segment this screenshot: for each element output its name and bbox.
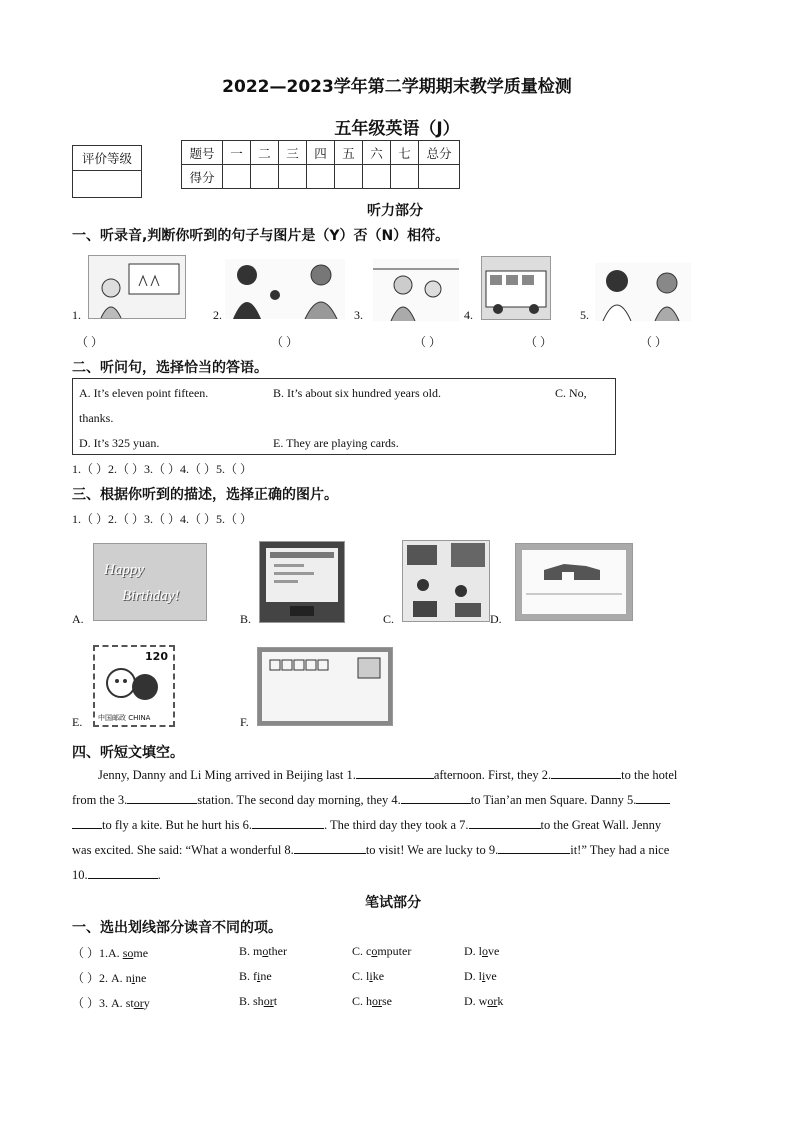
option-c: C. computer	[352, 944, 412, 958]
item-number: 4.	[464, 308, 473, 322]
written-section1-heading: 一、选出划线部分读音不同的项。	[72, 920, 282, 936]
picture-label: F.	[240, 715, 249, 729]
picture-label: D.	[490, 612, 502, 626]
option-b: B. short	[239, 994, 278, 1008]
score-cell[interactable]	[279, 165, 307, 189]
score-cell[interactable]	[391, 165, 419, 189]
stamp-value: 120	[145, 650, 168, 663]
answer-blank[interactable]: （ ）	[414, 335, 442, 349]
street-scene-image	[402, 540, 490, 622]
score-header-cell: 七	[391, 141, 419, 165]
passage-text: to visit! We are lucky to 9.	[365, 843, 499, 857]
grade-label: 评价等级	[73, 146, 142, 171]
birthday-card-image	[93, 543, 207, 621]
option-text: y	[143, 996, 150, 1010]
bus-passengers-image	[372, 258, 460, 322]
option-b: B. It’s about six hundred years old.	[273, 386, 441, 400]
item-number: 5.	[580, 308, 589, 322]
question-row	[72, 969, 146, 986]
score-cell[interactable]	[335, 165, 363, 189]
score-header-cell: 三	[279, 141, 307, 165]
grade-cell[interactable]	[73, 171, 142, 198]
score-header-cell: 一	[223, 141, 251, 165]
option-c-cont: thanks.	[79, 411, 114, 425]
passage-text: it!” They had a nice	[570, 843, 670, 857]
fill-blank[interactable]	[356, 767, 434, 779]
passage-text: . The third day they took a 7.	[323, 818, 469, 832]
option-c: C. like	[352, 969, 385, 983]
option-e: E. They are playing cards.	[273, 436, 399, 450]
picture-label: A.	[72, 612, 84, 626]
section1-heading: 一、听录音,判断你听到的句子与图片是（Y）否（N）相符。	[72, 228, 450, 244]
score-cell[interactable]	[363, 165, 391, 189]
picture-label: C.	[383, 612, 395, 626]
score-header-cell: 题号	[182, 141, 223, 165]
section2-heading: 二、听问句，选择恰当的答语。	[72, 360, 268, 376]
picture-label: E.	[72, 715, 83, 729]
answer-blank[interactable]: （ ）	[72, 971, 100, 985]
card-text: Birthday!	[122, 588, 180, 604]
answer-blank[interactable]: （ ）	[271, 335, 299, 349]
girl-and-monkey-image	[594, 262, 692, 322]
fill-blank[interactable]	[636, 792, 670, 804]
score-row-label: 得分	[182, 165, 223, 189]
fill-blank[interactable]	[252, 817, 324, 829]
fill-blank[interactable]	[127, 792, 197, 804]
stamp-image	[93, 645, 175, 727]
stamp-country: 中国邮政 CHINA	[98, 714, 151, 722]
passage-text: from the 3.	[72, 793, 128, 807]
answer-blank[interactable]: （ ）	[640, 335, 668, 349]
people-talking-image	[224, 258, 346, 320]
answer-blank[interactable]: （ ）	[72, 996, 100, 1010]
option-c: C. horse	[352, 994, 393, 1008]
passage-text: to Tian’an men Square. Danny 5.	[470, 793, 637, 807]
section3-heading: 三、根据你听到的描述，选择正确的图片。	[72, 487, 338, 503]
drawing-image	[515, 543, 633, 621]
option-b: B. mother	[239, 944, 287, 958]
answer-blank[interactable]: （ ）	[76, 335, 104, 349]
fill-blank[interactable]	[551, 767, 621, 779]
option-text: st	[122, 996, 134, 1010]
classroom-image	[88, 255, 186, 319]
section2-answers[interactable]: 1.（ ）2.（ ）3.（ ）4.（ ）5.（ ）	[72, 462, 253, 476]
question-row	[72, 944, 148, 961]
passage-text: was excited. She said: “What a wonderful 8.	[72, 843, 294, 857]
answer-blank[interactable]: （ ）	[525, 335, 553, 349]
fill-blank[interactable]	[88, 867, 158, 879]
item-number: 2.	[213, 308, 222, 322]
item-number: 3.	[354, 308, 363, 322]
underlined-part: i	[131, 971, 136, 985]
passage-text: to fly a kite. But he hurt his 6.	[102, 818, 252, 832]
score-header-cell: 总分	[419, 141, 460, 165]
score-table	[181, 140, 460, 189]
computer-image	[259, 541, 345, 623]
option-text: me	[133, 946, 149, 960]
listening-heading: 听力部分	[367, 203, 423, 219]
question-number: 2. A.	[99, 971, 123, 985]
passage-text: .	[157, 868, 161, 882]
score-header-cell: 四	[307, 141, 335, 165]
score-cell[interactable]	[223, 165, 251, 189]
underlined-part: or	[133, 996, 144, 1010]
item-number: 1.	[72, 308, 81, 322]
question-row	[72, 994, 150, 1011]
option-text: ne	[135, 971, 147, 985]
underlined-part: so	[122, 946, 134, 960]
exam-subtitle: 五年级英语（J）	[334, 119, 460, 139]
passage-text: Jenny, Danny and Li Ming arrived in Beijing last 1.	[98, 768, 356, 782]
section3-answers[interactable]: 1.（ ）2.（ ）3.（ ）4.（ ）5.（ ）	[72, 512, 253, 526]
envelope-image	[257, 647, 393, 726]
grade-box	[72, 145, 142, 198]
option-d: D. work	[464, 994, 504, 1008]
score-header-cell: 五	[335, 141, 363, 165]
score-header-cell: 二	[251, 141, 279, 165]
fill-blank[interactable]	[498, 842, 570, 854]
passage-text: to the hotel	[621, 768, 678, 782]
option-b: B. fine	[239, 969, 272, 983]
option-a: A. It’s eleven point fifteen.	[79, 386, 209, 400]
fill-blank[interactable]	[294, 842, 366, 854]
score-cell[interactable]	[251, 165, 279, 189]
option-d: D. love	[464, 944, 500, 958]
question-number: 3. A.	[99, 996, 123, 1010]
passage-text: station. The second day morning, they 4.	[197, 793, 401, 807]
option-text: n	[122, 971, 132, 985]
fill-blank[interactable]	[72, 817, 102, 829]
score-cell[interactable]	[419, 165, 460, 189]
answer-blank[interactable]: （ ）	[72, 946, 100, 960]
option-d: D. live	[464, 969, 497, 983]
section4-heading: 四、听短文填空。	[72, 745, 184, 761]
passage-text: afternoon. First, they 2.	[433, 768, 552, 782]
score-header-cell: 六	[363, 141, 391, 165]
picture-label: B.	[240, 612, 252, 626]
fill-blank[interactable]	[401, 792, 471, 804]
option-d: D. It’s 325 yuan.	[79, 436, 160, 450]
option-c: C. No,	[555, 386, 587, 400]
card-text: Happy	[104, 562, 144, 578]
question-number: 1.A.	[99, 946, 120, 960]
written-heading: 笔试部分	[365, 895, 421, 911]
bus-image	[481, 256, 551, 320]
passage-text: 10.	[72, 868, 88, 882]
score-cell[interactable]	[307, 165, 335, 189]
passage-text: to the Great Wall. Jenny	[540, 818, 662, 832]
passage	[72, 763, 722, 888]
exam-title: 2022—2023学年第二学期期末教学质量检测	[222, 77, 572, 97]
fill-blank[interactable]	[469, 817, 541, 829]
